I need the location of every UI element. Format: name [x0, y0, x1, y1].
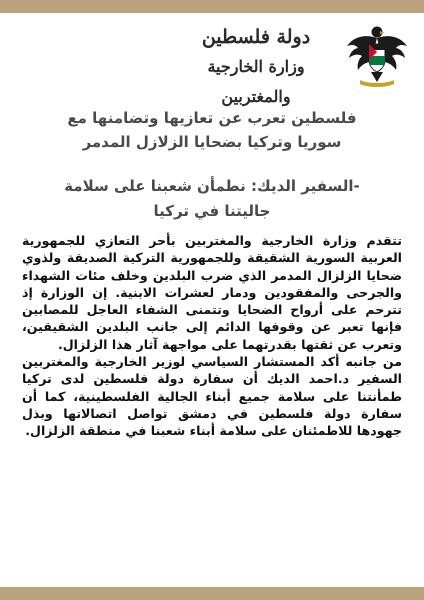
palestine-eagle-emblem-icon [344, 20, 410, 90]
ministry-title [176, 22, 336, 106]
paragraph-condolences: تتقدم وزارة الخارجية والمغتربين بأحر التعازي للجمهورية العربية السورية الشقيقة وللجمهورية التركية الصديقة ولذوي ضحايا الزلزال المدمر الذي ضرب البلدين وخلف مئات الشهداء والجرحى والمفقودين ودمار لعشرات الابنية. إن الوزارة إذ تترحم على أرواح الضحايا وتتمنى الشفاء العاجل للمصابين فإنها تعبر عن وقوفها الدائم إلى جانب البلدين الشقيقين، وتعرب عن ثقتها بقدرتهما على مواجهة آثار هذا الزلزال. [22, 233, 402, 352]
bottom-border [0, 587, 424, 600]
top-border [0, 0, 424, 13]
headline-line-2: سوريا وتركيا بضحايا الزلازل المدمر [82, 133, 342, 151]
headline [30, 106, 394, 154]
state-name: دولة فلسطين [201, 26, 311, 48]
subheadline-line-2: جاليتنا في تركيا [153, 202, 271, 220]
statement-body [22, 232, 402, 440]
letterhead [14, 20, 410, 106]
paragraph-ambassador: من جانبه أكد المستشار السياسي لوزير الخارجية والمغتربين السفير د.احمد الديك أن سفارة دولة فلسطين لدى تركيا طمأنتنا على سلامة جميع أبناء الجالية الفلسطينية، كما أن سفارة دولة فلسطين في دمشق تواصل اتصالاتها وبذل جهودها للاطمئنان على سلامة أبناء شعبنا في منطقة الزلزال. [22, 354, 402, 439]
ministry-name: وزارة الخارجية والمغتربين [207, 57, 305, 106]
subheadline-line-1: -السفير الديك: نطمأن شعبنا على سلامة [64, 177, 360, 195]
subheadline [30, 174, 394, 224]
headline-line-1: فلسطين تعرب عن تعازيها وتضامنها مع [67, 109, 357, 127]
